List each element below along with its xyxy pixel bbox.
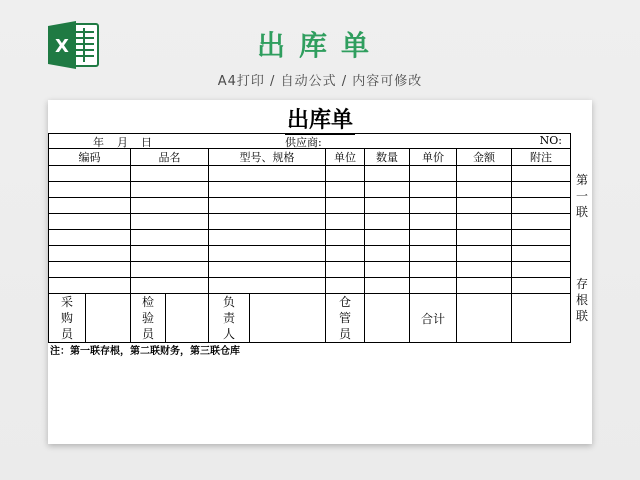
cell[interactable] [326,214,365,230]
col-header: 单位 [326,149,365,166]
cell[interactable] [512,246,571,262]
total-amount[interactable] [457,294,512,343]
col-header: 金额 [457,149,512,166]
warehouse-keeper-signature[interactable] [365,294,410,343]
cell[interactable] [410,278,457,294]
table-row [49,166,571,182]
col-header: 品名 [131,149,209,166]
side-label-stub: 存根联 [576,277,589,323]
cell[interactable] [457,198,512,214]
form-sheet [48,100,592,444]
cell[interactable] [410,214,457,230]
cell[interactable] [49,198,131,214]
col-header: 单价 [410,149,457,166]
cell[interactable] [410,262,457,278]
purchaser-signature[interactable] [86,294,131,342]
supplier-label: 供应商: [285,136,322,149]
cell[interactable] [512,230,571,246]
cell[interactable] [457,230,512,246]
cell[interactable] [365,230,410,246]
col-header: 型号、规格 [209,149,326,166]
cell[interactable] [326,166,365,182]
cell[interactable] [49,182,131,198]
cell[interactable] [209,246,326,262]
form-note: 注：第一联存根，第二联财务，第三联仓库 [50,346,240,357]
cell[interactable] [131,278,209,294]
cell[interactable] [410,166,457,182]
cell[interactable] [410,182,457,198]
col-header: 附注 [512,149,571,166]
cell[interactable] [131,246,209,262]
cell[interactable] [326,182,365,198]
cell[interactable] [457,246,512,262]
cell[interactable] [365,182,410,198]
cell[interactable] [209,278,326,294]
cell[interactable] [365,278,410,294]
responsible-signature[interactable] [250,294,326,342]
cell[interactable] [209,262,326,278]
cell[interactable] [49,166,131,182]
table-row [49,182,571,198]
cell[interactable] [512,278,571,294]
banner-subtitle: A4打印 / 自动公式 / 内容可修改 [217,74,423,89]
inspector-label: 检验员 [142,295,155,341]
cell[interactable] [457,278,512,294]
cell[interactable] [326,198,365,214]
cell[interactable] [457,262,512,278]
cell[interactable] [512,198,571,214]
table-row [49,198,571,214]
form-info-row [49,134,571,149]
cell[interactable] [512,166,571,182]
cell[interactable] [131,198,209,214]
cell[interactable] [326,230,365,246]
cell[interactable] [209,230,326,246]
table-row [49,230,571,246]
col-header: 数量 [365,149,410,166]
no-label: NO: [539,134,562,147]
cell[interactable] [49,262,131,278]
cell[interactable] [209,214,326,230]
cell[interactable] [410,246,457,262]
cell[interactable] [365,214,410,230]
signature-row [49,294,571,343]
cell[interactable] [326,246,365,262]
cell[interactable] [365,262,410,278]
warehouse-keeper-label: 仓管员 [339,295,352,341]
cell[interactable] [410,230,457,246]
col-header: 编码 [49,149,131,166]
cell[interactable] [131,214,209,230]
table-row [49,214,571,230]
cell[interactable] [49,230,131,246]
cell[interactable] [209,182,326,198]
cell[interactable] [457,182,512,198]
cell[interactable] [49,278,131,294]
cell[interactable] [512,214,571,230]
cell[interactable] [457,214,512,230]
cell[interactable] [512,182,571,198]
cell[interactable] [131,166,209,182]
outbound-form-table [48,133,571,343]
table-row [49,278,571,294]
svg-text:X: X [55,36,69,57]
cell[interactable] [365,246,410,262]
cell[interactable] [49,246,131,262]
cell[interactable] [326,262,365,278]
purchaser-label: 采购员 [61,295,74,341]
cell[interactable] [131,230,209,246]
cell[interactable] [209,198,326,214]
total-label: 合计 [420,311,445,326]
banner-title: 出库单 [256,29,383,62]
cell[interactable] [365,166,410,182]
cell[interactable] [512,262,571,278]
cell[interactable] [326,278,365,294]
inspector-signature[interactable] [166,294,209,342]
cell[interactable] [131,182,209,198]
cell[interactable] [49,214,131,230]
responsible-label: 负责人 [223,295,236,341]
form-title: 出库单 [286,107,353,133]
cell[interactable] [457,166,512,182]
cell[interactable] [365,198,410,214]
side-label-first: 第一联 [576,173,589,219]
total-note[interactable] [512,294,571,343]
header-row [49,149,571,166]
cell[interactable] [209,166,326,182]
table-row [49,262,571,278]
cell[interactable] [131,262,209,278]
date-label: 年 月 日 [93,136,154,149]
table-row [49,246,571,262]
cell[interactable] [410,198,457,214]
